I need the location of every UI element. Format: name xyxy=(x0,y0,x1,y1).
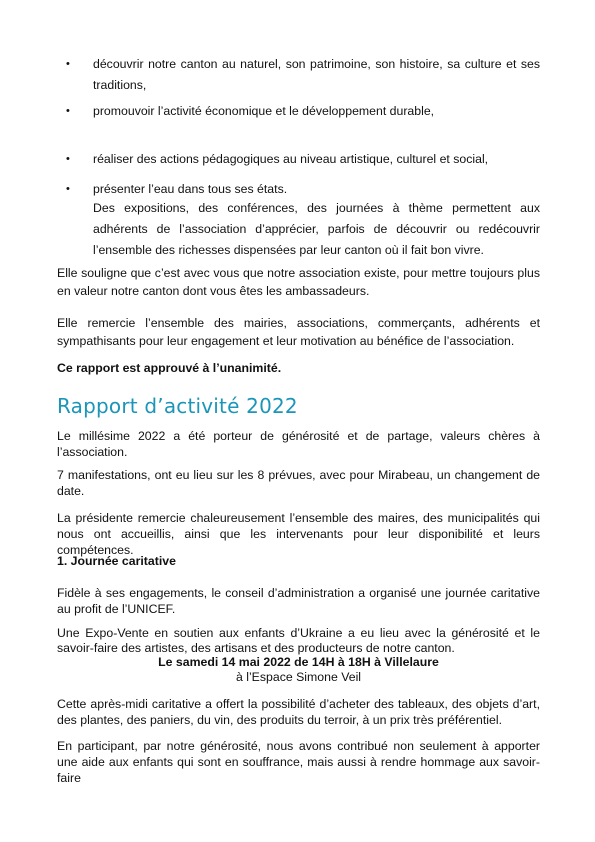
subheading-journee-caritative: 1. Journée caritative xyxy=(57,554,176,568)
list-item-text: réaliser des actions pédagogiques au niveau artistique, culturel et social, xyxy=(93,152,489,166)
bullet-marker: • xyxy=(66,105,70,117)
section-title: Rapport d’activité 2022 xyxy=(57,394,298,418)
event-date: Le samedi 14 mai 2022 de 14H à 18H à Villelaure xyxy=(158,655,439,669)
paragraph-fidele: Fidèle à ses engagements, le conseil d’administration a organisé une journée caritative au profit de l’UNICEF. xyxy=(57,586,540,616)
paragraph-millesime: Le millésime 2022 a été porteur de générosité et de partage, valeurs chères à l’association. xyxy=(57,429,540,459)
approval-statement: Ce rapport est approuvé à l’unanimité. xyxy=(57,361,282,375)
paragraph-manifestations: 7 manifestations, ont eu lieu sur les 8 prévues, avec pour Mirabeau, un changement de date. xyxy=(57,468,540,498)
paragraph-association: Elle souligne que c’est avec vous que notre association existe, pour mettre toujours plus en valeur notre canton dont vous êtes les ambassadeurs. xyxy=(57,266,540,298)
event-place: à l’Espace Simone Veil xyxy=(235,670,362,684)
bullet-marker: • xyxy=(66,153,70,165)
paragraph-presidente: La présidente remercie chaleureusement l’ensemble des maires, des municipalités qui nous ont accueillis, ainsi que les intervenants pour leur disponibilité et leurs compétences. xyxy=(57,511,540,557)
paragraph-apres-midi: Cette après-midi caritative a offert la possibilité d’acheter des tableaux, des objets d’art, des plantes, des paniers, du vin, des produits du terroir, à un prix très préférentiel. xyxy=(57,697,540,727)
paragraph-participant: En participant, par notre générosité, nous avons contribué non seulement à apporter une aide aux enfants qui sont en souffrance, mais aussi à rendre hommage aux savoir-faire xyxy=(57,739,540,785)
list-item-text: Des expositions, des conférences, des journées à thème permettent aux adhérents de l’association d’apprécier, parfois de découvrir ou redécouvrir l’ensemble des richesses dispensées par leur canton où il fait bon vivre. xyxy=(93,201,540,257)
list-item-text: découvrir notre canton au naturel, son patrimoine, son histoire, sa culture et ses traditions, xyxy=(93,57,540,92)
bullet-marker: • xyxy=(66,58,70,70)
bullet-marker: • xyxy=(66,183,70,195)
paragraph-remercie: Elle remercie l’ensemble des mairies, associations, commerçants, adhérents et sympathisants pour leur engagement et leur motivation au bénéfice de l’association. xyxy=(57,316,540,348)
paragraph-expo-vente: Une Expo-Vente en soutien aux enfants d’Ukraine a eu lieu avec la générosité et le savoir-faire des artistes, des artisans et des producteurs de notre canton. xyxy=(57,626,540,655)
list-item-text: promouvoir l’activité économique et le développement durable, xyxy=(93,104,435,118)
list-item-text: présenter l’eau dans tous ses états. xyxy=(93,182,288,196)
